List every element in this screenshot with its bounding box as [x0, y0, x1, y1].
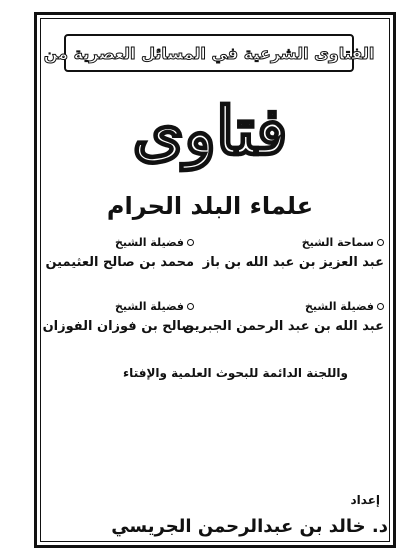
- scholar-role-label: سماحة الشيخ: [301, 236, 374, 249]
- scholar-name: عبد العزيز بن عبد الله بن باز: [202, 255, 384, 270]
- author-name: د. خالد بن عبدالرحمن الجريسي: [111, 516, 388, 537]
- scholar-role: [203, 236, 384, 249]
- banner-text: الفتاوى الشرعية في المسائل العصرية من: [43, 43, 375, 63]
- scholar-role: [43, 300, 194, 313]
- scholar-jibreen: [183, 300, 384, 334]
- scholar-name: صالح بن فوزان الفوزان: [42, 319, 194, 334]
- scholar-role-label: فضيلة الشيخ: [114, 300, 184, 313]
- committee-line: واللجنة الدائمة للبحوث العلمية والإفتاء: [123, 366, 348, 380]
- circle-bullet-icon: [187, 303, 194, 310]
- circle-bullet-icon: [187, 239, 194, 246]
- scholar-name: محمد بن صالح العثيمين: [45, 255, 194, 270]
- scholar-role: [183, 300, 384, 313]
- scholar-role-label: فضيلة الشيخ: [114, 236, 184, 249]
- main-title: فتاوى: [132, 92, 288, 170]
- subtitle: علماء البلد الحرام: [106, 192, 314, 220]
- circle-bullet-icon: [377, 303, 384, 310]
- scholar-role: [45, 236, 194, 249]
- scholar-uthaymeen: [45, 236, 194, 270]
- preparation-label: إعداد: [350, 493, 380, 507]
- scholar-name: عبد الله بن عبد الرحمن الجبرين: [182, 319, 384, 334]
- top-banner: [43, 34, 375, 72]
- scholar-bin-baz: [203, 236, 384, 270]
- scholar-role-label: فضيلة الشيخ: [304, 300, 374, 313]
- scholar-fawzan: [43, 300, 194, 334]
- circle-bullet-icon: [377, 239, 384, 246]
